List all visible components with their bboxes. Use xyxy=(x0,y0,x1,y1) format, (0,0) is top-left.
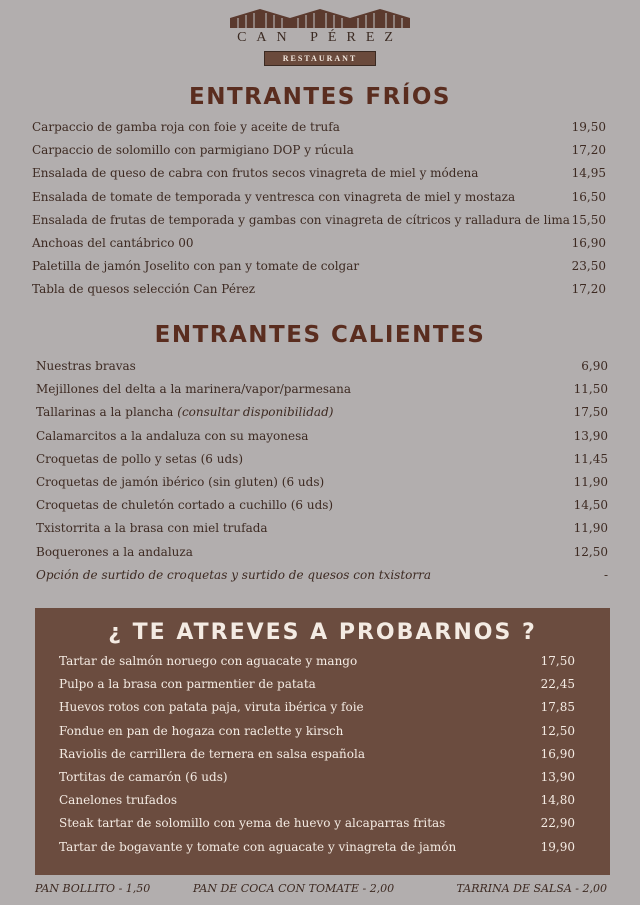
menu-item-name: Croquetas de jamón ibérico (sin gluten) (6 uds) xyxy=(36,474,325,489)
menu-item xyxy=(59,747,575,770)
list-frios xyxy=(32,120,606,306)
menu-item-name: Carpaccio de gamba roja con foie y aceite de trufa xyxy=(32,120,340,134)
menu-item-name: Tabla de quesos selección Can Pérez xyxy=(32,282,256,297)
menu-item xyxy=(36,568,608,591)
menu-item xyxy=(32,259,606,282)
footer xyxy=(0,882,640,900)
menu-item-price: 17,50 xyxy=(540,654,575,668)
menu-item-price: 14,95 xyxy=(571,166,606,181)
menu-item-name: Fondue en pan de hogaza con raclette y kirsch xyxy=(59,723,344,738)
menu-item-price: 16,90 xyxy=(571,235,606,250)
menu-item xyxy=(36,545,608,568)
menu-item-note: (consultar disponibilidad) xyxy=(177,405,334,420)
menu-item-name: Canelones trufados xyxy=(59,793,177,808)
menu-item-name: Nuestras bravas xyxy=(36,359,136,373)
footer-tarrina: TARRINA DE SALSA - 2,00 xyxy=(456,882,607,895)
menu-item xyxy=(36,521,608,544)
menu-item-name: Huevos rotos con patata paja, viruta ibérica y foie xyxy=(59,700,364,715)
menu-item-price: 11,50 xyxy=(573,382,608,397)
menu-item xyxy=(32,143,606,166)
menu-item xyxy=(32,120,606,143)
logo xyxy=(0,6,640,66)
probarnos-box xyxy=(35,608,610,875)
menu-item-price: 13,90 xyxy=(573,428,608,443)
menu-item xyxy=(36,429,608,452)
menu-item-name: Calamarcitos a la andaluza con su mayonesa xyxy=(36,428,309,443)
section-title-frios: ENTRANTES FRÍOS xyxy=(189,84,451,110)
menu-item xyxy=(32,236,606,259)
menu-item-name: Paletilla de jamón Joselito con pan y tomate de colgar xyxy=(32,259,360,274)
menu-item xyxy=(32,282,606,305)
menu-item xyxy=(32,190,606,213)
menu-item-price: - xyxy=(603,567,608,582)
section-title-calientes: ENTRANTES CALIENTES xyxy=(154,322,486,348)
menu-item xyxy=(59,700,575,723)
menu-item xyxy=(32,213,606,236)
restaurant-subtitle: RESTAURANT xyxy=(264,51,377,66)
menu-item-name: Txistorrita a la brasa con miel trufada xyxy=(36,521,268,536)
menu-item xyxy=(36,382,608,405)
menu-item-name: Pulpo a la brasa con parmentier de patata xyxy=(59,677,316,692)
menu-item xyxy=(59,793,575,816)
menu-item-name: Raviolis de carrillera de ternera en salsa española xyxy=(59,746,365,761)
menu-item-name: Tartar de salmón noruego con aguacate y mango xyxy=(59,654,358,668)
menu-item-name: Tortitas de camarón (6 uds) xyxy=(59,769,228,784)
menu-item-name: Mejillones del delta a la marinera/vapor/parmesana xyxy=(36,382,352,397)
menu-item-name: Boquerones a la andaluza xyxy=(36,544,193,559)
menu-item-price: 11,45 xyxy=(573,451,608,466)
menu-item-price: 23,50 xyxy=(571,259,606,274)
menu-item xyxy=(59,724,575,747)
menu-item xyxy=(59,816,575,839)
restaurant-name: CAN PÉREZ xyxy=(237,30,403,45)
menu-item-name: Anchoas del cantábrico 00 xyxy=(32,235,194,250)
menu-item-price: 22,45 xyxy=(540,677,575,692)
menu-item-price: 19,90 xyxy=(540,839,575,854)
menu-item-name: Croquetas de pollo y setas (6 uds) xyxy=(36,451,244,466)
menu-item xyxy=(36,405,608,428)
menu-item-price: 11,90 xyxy=(573,521,608,536)
menu-item-name: Ensalada de tomate de temporada y ventresca con vinagreta de miel y mostaza xyxy=(32,189,516,204)
menu-item-price: 6,90 xyxy=(581,359,608,373)
list-probarnos xyxy=(59,654,575,863)
menu-item xyxy=(59,770,575,793)
menu-item xyxy=(36,498,608,521)
menu-item-name: Tallarinas a la plancha xyxy=(36,405,174,420)
menu-item-name: Ensalada de queso de cabra con frutos secos vinagreta de miel y módena xyxy=(32,166,479,181)
footer-pan-bollito: PAN BOLLITO - 1,50 xyxy=(35,882,151,895)
footer-pan-coca: PAN DE COCA CON TOMATE - 2,00 xyxy=(193,882,395,895)
menu-item-name: Croquetas de chuletón cortado a cuchillo (6 uds) xyxy=(36,498,334,513)
menu-item-name: Opción de surtido de croquetas y surtido de quesos con txistorra xyxy=(36,567,431,582)
menu-item-price: 22,90 xyxy=(540,816,575,831)
menu-item-price: 17,85 xyxy=(540,700,575,715)
menu-item xyxy=(36,359,608,382)
menu-item-price: 17,20 xyxy=(571,143,606,158)
building-icon xyxy=(230,6,410,28)
menu-item xyxy=(59,677,575,700)
menu-item-price: 13,90 xyxy=(540,769,575,784)
menu-item-price: 14,80 xyxy=(540,793,575,808)
list-calientes xyxy=(36,359,608,591)
menu-item-name: Tartar de bogavante y tomate con aguacate y vinagreta de jamón xyxy=(59,839,457,854)
menu-item-price: 12,50 xyxy=(573,544,608,559)
menu-item-price: 12,50 xyxy=(540,723,575,738)
menu-item xyxy=(59,654,575,677)
menu-item xyxy=(59,840,575,863)
menu-item-price: 11,90 xyxy=(573,474,608,489)
menu-item-price: 17,20 xyxy=(571,282,606,297)
menu-item-price: 19,50 xyxy=(571,120,606,134)
menu-item-name: Steak tartar de solomillo con yema de huevo y alcaparras fritas xyxy=(59,816,446,831)
menu-item-price: 14,50 xyxy=(573,498,608,513)
menu-item-price: 15,50 xyxy=(571,212,606,227)
menu-item-price: 16,90 xyxy=(540,746,575,761)
menu-item xyxy=(36,475,608,498)
menu-item xyxy=(36,452,608,475)
menu-item-price: 17,50 xyxy=(573,405,608,420)
menu-item-name: Ensalada de frutas de temporada y gambas con vinagreta de cítricos y ralladura de lima xyxy=(32,212,570,227)
menu-item xyxy=(32,166,606,189)
menu-item-name: Carpaccio de solomillo con parmigiano DOP y rúcula xyxy=(32,143,354,158)
section-title-probarnos: ¿ TE ATREVES A PROBARNOS ? xyxy=(108,620,537,645)
menu-item-price: 16,50 xyxy=(571,189,606,204)
